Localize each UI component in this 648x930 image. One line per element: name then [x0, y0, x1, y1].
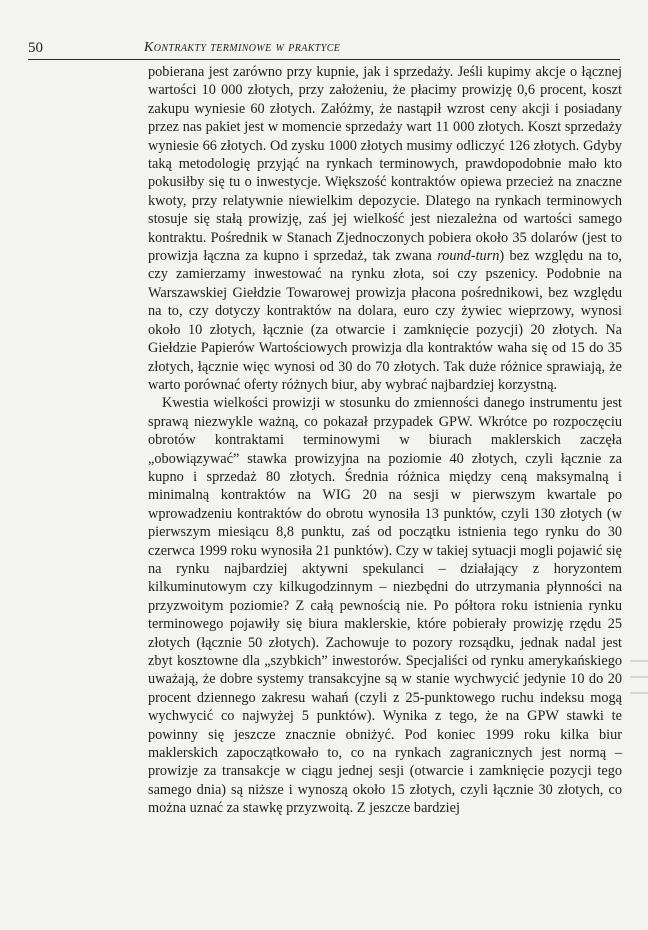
paragraph-text: ) bez względu na to, czy zamierzamy inwestować na rynku złota, soi czy pszenicy. Podobnie na Warszawskiej Giełdzie Towarowej prowizja płacona pośrednikowi, bez względu na to, czy dotyczy kontraktów na dolara, euro czy żywiec wieprzowy, wynosi około 10 złotych, łącznie (za otwarcie i zamknięcie pozycji) 20 złotych. Na Giełdzie Papierów Wartościowych prowizja dla kontraktów waha się od 15 do 35 złotych, łącznie więc wynosi od 30 do 70 złotych. Tak duże różnice sprawiają, że warto porównać oferty różnych biur, aby wybrać najbardziej korzystną. — [148, 248, 622, 393]
italic-term: round-turn — [437, 248, 500, 265]
margin-bleed-mark — [630, 692, 648, 694]
page-number: 50 — [28, 40, 43, 56]
paragraph-gpw-case: Kwestia wielkości prowizji w stosunku do zmienności danego instrumentu jest sprawą niezwykle ważną, co pokazał przypadek GPW. Wkrótce po rozpoczęciu obrotów kontraktami terminowymi w biurach maklerskich zaczęła „obowiązywać” stawka prowizyjna na poziomie 40 złotych, czyli łącznie za kupno i sprzedaż 80 złotych. Średnia różnica między ceną maksymalną i minimalną kontraktów na WIG 20 na sesji w pierwszym kwartale po wprowadzeniu kontraktów do obrotu wynosiła 13 punktów, czyli 130 złotych (w pierwszym miesiącu 8,8 punktu, zaś od początku istnienia tego rynku do 30 czerwca 1999 roku wynosiła 21 punktów). Czy w takiej sytuacji mogli pojawić się na rynku najbardziej aktywni spekulanci – działający z horyzontem kilkuminutowym czy kilkugodzinnym – niezbędni do utrzymania płynności na przyzwoitym poziomie? Z całą pewnością nie. Po półtora roku istnienia rynku terminowego pojawiły się biura maklerskie, które pobierały prowizję rzędu 25 złotych (łącznie 50 złotych). Zachowuje to pozory rozsądku, jednak nadal jest zbyt kosztowne dla „szybkich” inwestorów. Specjaliści od rynku amerykańskiego uważają, że dobre systemy transakcyjne są w stanie wychwycić jedynie 10 do 20 procent dziennego zakresu wahań (czyli z 25-punktowego ruchu indeksu mogą wychwycić co najwyżej 5 punktów). Wynika z tego, że na GPW stawki te powinny się jeszcze znacznie obniżyć. Pod koniec 1999 roku kilka biur maklerskich zapoczątkowało to, co na rynkach zagranicznych jest normą – prowizje za transakcje w ciągu jednej sesji (otwarcie i zamknięcie pozycji tego samego dnia) są niższe i wynoszą około 15 złotych, czyli łącznie 30 złotych, co można uznać za stawkę przyzwoitą. Z jeszcze bardziej — [148, 395, 622, 817]
running-header — [28, 40, 620, 60]
running-title: Kontrakty terminowe w praktyce — [144, 40, 341, 55]
body-text — [148, 63, 622, 818]
header-rule — [28, 59, 620, 60]
paragraph-commission-basics — [148, 63, 622, 394]
margin-bleed-mark — [630, 676, 648, 678]
margin-bleed-mark — [630, 660, 648, 662]
paragraph-text: pobierana jest zarówno przy kupnie, jak i sprzedaży. Jeśli kupimy akcje o łącznej wartości 10 000 złotych, przy założeniu, że płacimy prowizję 0,6 procent, koszt zakupu wyniesie 60 złotych. Załóżmy, że nastąpił wzrost ceny akcji i posiadany przez nas pakiet jest w momencie sprzedaży wart 11 000 złotych. Koszt sprzedaży wyniesie 66 złotych. Od zysku 1000 złotych musimy odliczyć 126 złotych. Gdyby taką metodologię przyjąć na rynkach terminowych, prawdopodobnie mało kto pokusiłby się tu o inwestycje. Większość kontraktów opiewa przecież na znaczne kwoty, przy relatywnie niewielkim depozycie. Dlatego na rynkach terminowych stosuje się stałą prowizję, zaś jej wielkość jest niezależna od wartości samego kontraktu. Pośrednik w Stanach Zjednoczonych pobiera około 35 dolarów (jest to prowizja łączna za kupno i sprzedaż, tak zwana — [148, 64, 622, 265]
